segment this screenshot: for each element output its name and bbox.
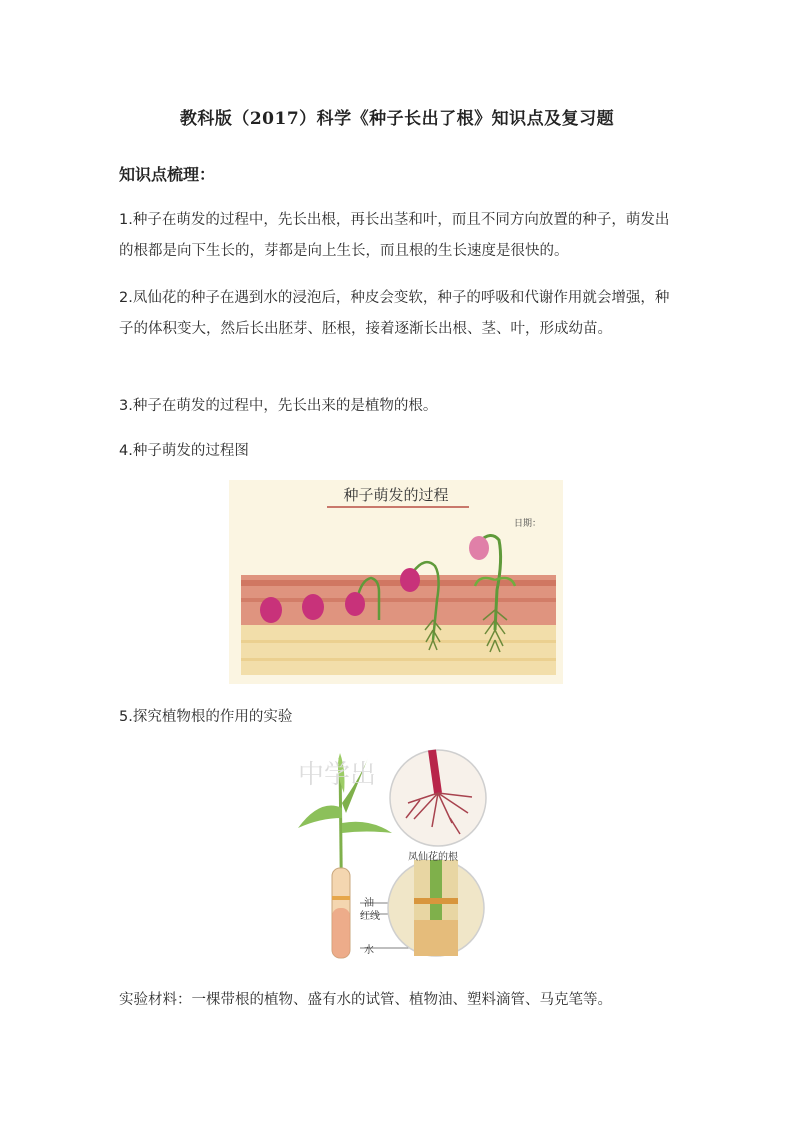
seed-stage-2 <box>302 594 324 620</box>
knowledge-point-3: 3.种子在萌发的过程中，先长出来的是植物的根。 <box>119 398 438 414</box>
knowledge-point-2: 2.凤仙花的种子在遇到水的浸泡后，种皮会变软，种子的呼吸和代谢作用就会增强，种子的体积变大，然后长出胚芽、胚根，接着逐渐长出根、茎、叶，形成幼苗。 <box>119 290 670 337</box>
root-experiment-figure <box>290 748 490 963</box>
oil-label: 油 <box>364 898 374 909</box>
knowledge-point-5: 5.探究植物根的作用的实验 <box>119 709 293 725</box>
germination-heading: 种子萌发的过程 <box>343 486 449 504</box>
experiment-materials: 实验材料：一棵带根的植物、盛有水的试管、植物油、塑料滴管、马克笔等。 <box>119 992 612 1008</box>
seed-stage-1 <box>260 597 282 623</box>
date-label: 日期： <box>514 519 542 529</box>
section-heading: 知识点梳理： <box>119 165 216 184</box>
germination-figure <box>229 480 563 684</box>
page-title: 教科版（2017）科学《种子长出了根》知识点及复习题 <box>179 109 615 129</box>
watermark: 中学出 <box>298 760 377 790</box>
root-caption: 凤仙花的根 <box>408 852 458 863</box>
red-line-label: 红线 <box>360 911 380 922</box>
knowledge-point-4: 4.种子萌发的过程图 <box>119 443 249 459</box>
knowledge-point-1: 1.种子在萌发的过程中，先长出根，再长出茎和叶，而且不同方向放置的种子，萌发出的根都是向下生长的，芽都是向上生长，而且根的生长速度是很快的。 <box>119 212 670 259</box>
water-label: 水 <box>364 945 374 956</box>
germination-drawing <box>229 480 563 684</box>
